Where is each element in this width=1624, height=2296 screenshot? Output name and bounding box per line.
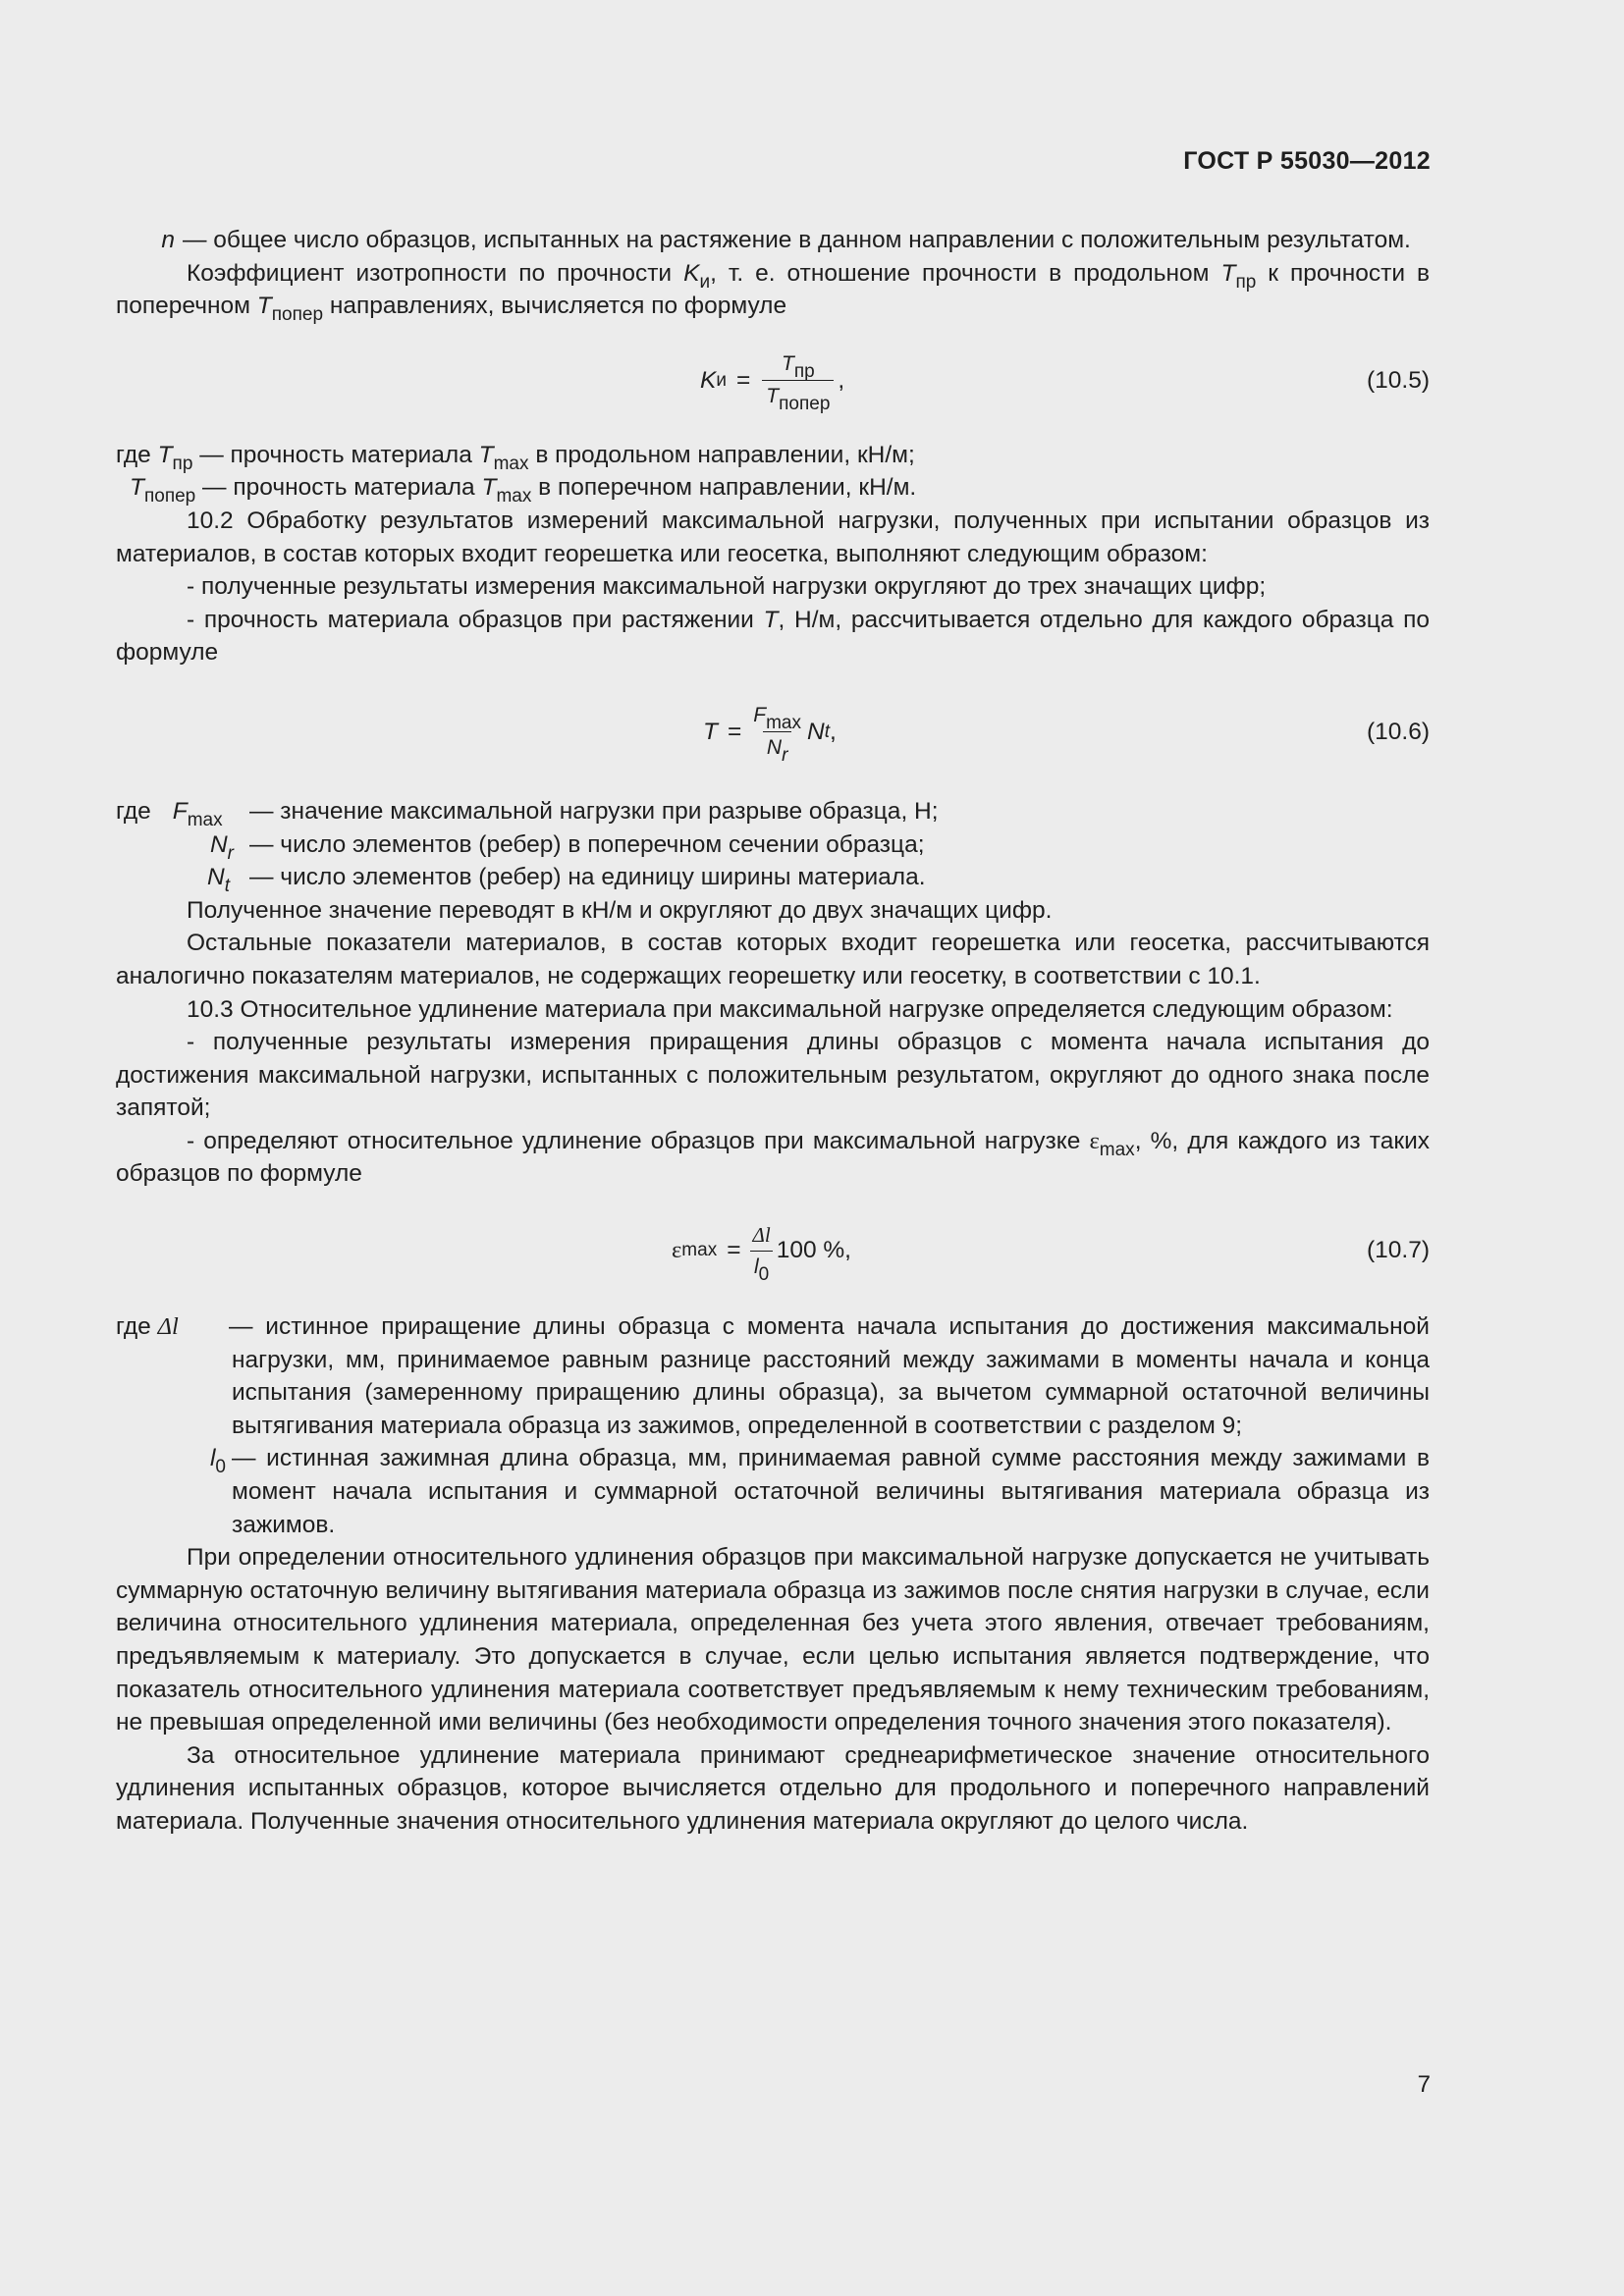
definition-n	[116, 224, 1430, 257]
formula-10-7-expression: ε max = $\frac{\Delta l}{l0}$ 100 % ,	[672, 1222, 851, 1285]
page-number: 7	[1417, 2071, 1431, 2098]
final-paragraph: За относительное удлинение материала принимают среднеарифметическое значение относительного удлинения испытанных образцов, которое вычисляется отдельно для продольного и поперечного направлений материала. Полученные значения относительного удлинения материала округляют до целого числа.	[116, 1741, 1430, 1835]
rounding-paragraph: Полученное значение переводят в кН/м и округляют до двух значащих цифр.	[187, 896, 1053, 924]
formula-10-5	[116, 323, 1430, 439]
formula-10-6-definitions	[116, 795, 1430, 897]
allowance-paragraph: При определении относительного удлинения образцов при максимальной нагрузке допускается не учитывать суммарную остаточную величину вытягивания материала образца из зажимов после снятия нагрузки в случае, если величина относительного удлинения материала, определенная без учета этого явления, отвечает требованиям, предъявляемым к материалу. Это допускается в случае, если целью испытания является подтверждение, что показатель относительного удлинения материала соответствует предъявляемым к нему техническим требованиям, не превышая определенной ими величины (без необходимости определения точного значения этого показателя).	[116, 1544, 1430, 1736]
formula-10-7-definitions	[116, 1310, 1430, 1541]
formula-number: (10.5)	[1366, 366, 1430, 394]
isotropy-paragraph: Коэффициент изотропности по прочности $K_и$, т. е. отношение прочности в продольном $T_{пр}$ к прочности в поперечном $T_{попер}$ направлениях, вычисляется по формуле	[116, 259, 1430, 326]
definition-delta-l: где Δl — истинное приращение длины образца с момента начала испытания до достижения максимальной нагрузки, мм, принимаемое равным разнице расстояний между зажимами в моменты начала и конца испытания (замеренному приращению длины образца), за вычетом суммарной остаточной величины вытягивания материала образца из зажимов, определенной в соответствии с разделом 9;	[116, 1313, 1430, 1439]
definition-n-text: — общее число образцов, испытанных на растяжение в данном направлении с положительным результатом.	[183, 227, 1411, 253]
symbol-n: n	[161, 227, 175, 253]
formula-10-6-expression: T = $\frac{Fmax}{Nr}$ N t ,	[703, 704, 837, 767]
formula-number: (10.7)	[1366, 1237, 1430, 1264]
page-content	[116, 224, 1430, 1839]
fraction: $\frac{Fmax}{Nr}$	[753, 704, 802, 767]
formula-10-6	[116, 669, 1430, 795]
fraction: $\frac{\text{Tпр}}{\text{Tпопер}}$	[762, 350, 834, 410]
section-10-3: 10.3 Относительное удлинение материала при максимальной нагрузке определяется следующим образом:	[187, 995, 1393, 1023]
definition-n-t: $N_t$ — число элементов (ребер) на единицу ширины материала.	[207, 864, 926, 897]
bullet-increment: - полученные результаты измерения приращения длины образцов с момента начала испытания до достижения максимальной нагрузки, испытанных с положительным результатом, округляют до одного знака после запятой;	[116, 1029, 1430, 1122]
formula-10-5-expression: K и = $\frac{\text{Tпр}}{\text{Tпопер}}$ ,	[700, 352, 845, 415]
definition-t-pr: где $T_{пр}$ — прочность материала $T_{max}$ в продольном направлении, кН/м;	[116, 441, 915, 474]
fraction: $\frac{\Delta l}{l0}$	[749, 1221, 775, 1281]
formula-10-5-definitions	[116, 439, 1430, 505]
formula-10-7	[116, 1191, 1430, 1310]
other-indicators-paragraph: Остальные показатели материалов, в состав которых входит георешетка или геосетка, рассчитываются аналогично показателям материалов, не содержащих георешетку или геосетку, в соответствии с 10.1.	[116, 930, 1430, 989]
definition-n-r: $N_r$ — число элементов (ребер) в поперечном сечении образца;	[209, 830, 925, 864]
formula-number: (10.6)	[1366, 719, 1430, 746]
bullet-elongation: - определяют относительное удлинение образцов при максимальной нагрузке $\varepsilon_{max}$, %, для каждого из таких образцов по формуле	[116, 1127, 1430, 1188]
section-10-2: 10.2 Обработку результатов измерений максимальной нагрузки, полученных при испытании образцов из материалов, в состав которых входит георешетка или геосетка, выполняют следующим образом:	[116, 507, 1430, 567]
standard-code-header: ГОСТ Р 55030—2012	[1183, 147, 1431, 175]
bullet-rounding: - полученные результаты измерения максимальной нагрузки округляют до трех значащих цифр;	[187, 573, 1267, 601]
definition-f-max: где $F_{max}$ — значение максимальной нагрузки при разрыве образца, Н;	[116, 797, 939, 830]
bullet-strength: - прочность материала образцов при растяжении T, Н/м, рассчитывается отдельно для каждого образца по формуле	[116, 606, 1430, 667]
definition-t-poper: $T_{попер}$ — прочность материала $T_{max}$ в поперечном направлении, кН/м.	[130, 474, 917, 507]
definition-l0: $l_0$ — истинная зажимная длина образца, мм, принимаемая равной сумме расстояния между зажимами в момент начала испытания и суммарной остаточной величины вытягивания материала образца из зажимов.	[209, 1445, 1430, 1538]
